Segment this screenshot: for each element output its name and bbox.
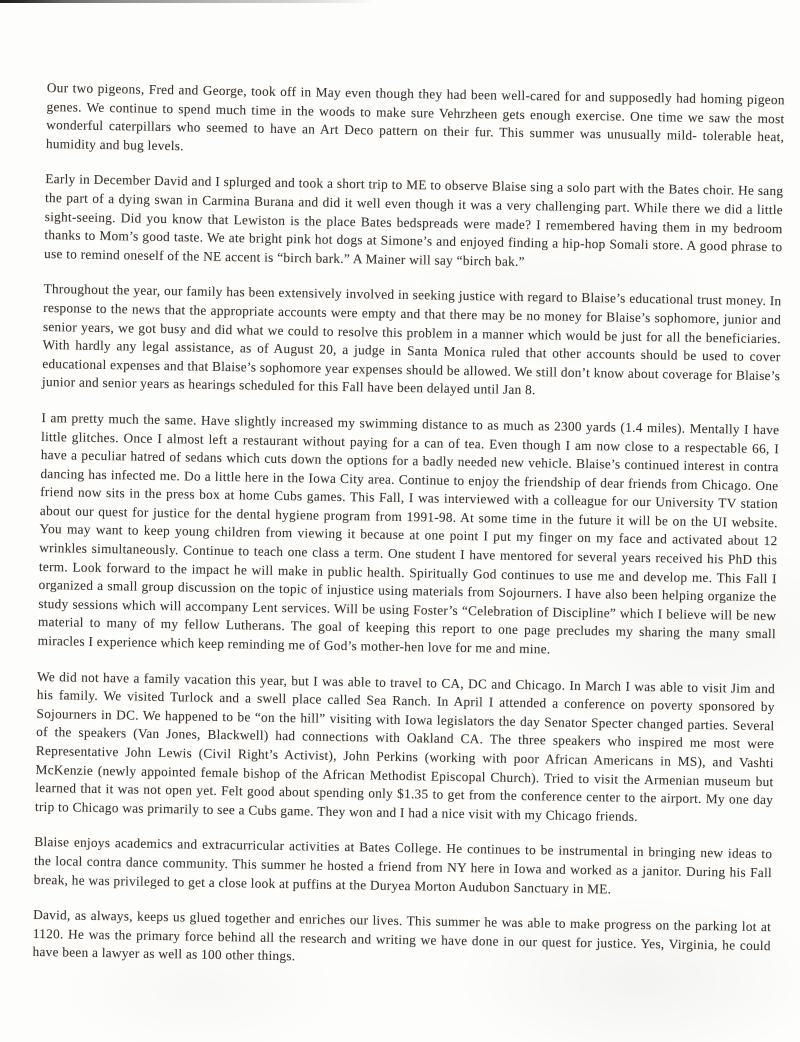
paragraph: We did not have a family vacation this year, but I was able to travel to CA, DC and Chicago. In March I was able to visit Jim and his family. We visited Turlock and a swell place called Sea Ranch. In April I attended a conference on poverty sponsored by Sojourners in DC. We happened to be “on the hill” visiting with Iowa legislators the day Senator Specter changed parties. Several of the speakers (Van Jones, Blackwell) had connections with Oakland CA. The three speakers who inspired me most were Representative John Lewis (Civil Right’s Activist), John Perkins (working with poor African Americans in MS), and Vashti McKenzie (newly appointed female bishop of the African Methodist Episcopal Church). Tried to visit the Armenian museum but learned that it was not open yet. Felt good about spending only $1.35 to get from the conference center to the airport. My one day trip to Chicago was primarily to see a Cubs game. They won and I had a nice visit with my Chicago friends. bbox=[34, 668, 776, 824]
paragraph: Blaise enjoys academics and extracurricular activities at Bates College. He continues to be instrumental in bringing new ideas to the local contra dance community. This summer he hosted a friend from NY here in Iowa and worked as a janitor. During his Fall break, he was privileged to get a close look at puffins at the Duryea Morton Audubon Sanctuary in ME. bbox=[33, 834, 773, 897]
letter-body bbox=[32, 79, 785, 991]
scan-edge-artifact bbox=[0, 0, 374, 3]
paragraph: David, as always, keeps us glued together and enriches our lives. This summer he was able to make progress on the parking lot at 1120. He was the primary force behind all the research and writing we have done in our quest for justice. Yes, Virginia, he could have been a lawyer as well as 100 other things. bbox=[32, 907, 772, 964]
paragraph: Early in December David and I splurged and took a short trip to ME to observe Blaise sing a solo part with the Bates choir. He sang the part of a dying swan in Carmina Burana and did it well even though it was a very challenging part. While there we did a little sight-seeing. Did you know that Lewiston is the place Bates bedspreads were made? I remembered having them in my bedroom thanks to Mom’s good taste. We ate bright pink hot dogs at Simone’s and enjoyed finding a hip-hop Somali store. A good phrase to use to remind oneself of the NE accent is “birch bark.” A Mainer will say “birch bak.” bbox=[43, 171, 784, 269]
paragraph: Throughout the year, our family has been extensively involved in seeking justice with regard to Blaise’s educational trust money. In response to the news that the appropriate accounts were empty and that there may be no money for Blaise’s sophomore, junior and senior years, we got busy and did what we could to resolve this problem in a manner which would be just for all the beneficiaries. With hardly any legal assistance, as of August 20, a judge in Santa Monica ruled that other accounts should be used to cover educational expenses and that Blaise’s sophomore year expenses should be allowed. We still don’t know about coverage for Blaise’s junior and senior years as hearings scheduled for this Fall have been delayed until Jan 8. bbox=[41, 281, 782, 398]
paragraph: Our two pigeons, Fred and George, took off in May even though they had been well-cared for and supposedly had homing pigeon genes. We continue to spend much time in the woods to make sure Vehrzheen gets enough exercise. One time we saw the most wonderful caterpillars who seemed to have an Art Deco pattern on their fur. This summer was unusually mild- tolerable heat, humidity and bug levels. bbox=[45, 79, 785, 154]
paragraph: I am pretty much the same. Have slightly increased my swimming distance to as much as 2300 yards (1.4 miles). Mentally I have little glitches. Once I almost left a restaurant without paying for a can of tea. Even though I am now close to a respectable 66, I have a peculiar hatred of sedans which cuts down the options for a badly needed new vehicle. Blaise’s continued interest in contra dancing has infected me. Do a little here in the Iowa City area. Continue to enjoy the friendship of dear friends from Chicago. One friend now sits in the press box at home Cubs games. This Fall, I was interviewed with a colleague for our University TV station about our quest for justice for the dental hygiene program from 1991-98. At some time in the future it will be on the UI website. You may want to keep young children from viewing it because at one point I put my finger on my face and activated about 12 wrinkles simultaneously. Continue to teach one class a term. One student I have mentored for several years received his PhD this term. Look forward to the impact he will make in public health. Spiritually God continues to use me and develop me. This Fall I organized a small group discussion on the topic of injustice using materials from Sojourners. I have also been helping organize the study sessions which will accompany Lent services. Will be using Foster’s “Celebration of Discipline” which I believe will be new material to many of my fellow Lutherans. The goal of keeping this report to one page precludes my sharing the many small miracles I experience which keep reminding me of God’s mother-hen love for me and mine. bbox=[37, 409, 780, 657]
